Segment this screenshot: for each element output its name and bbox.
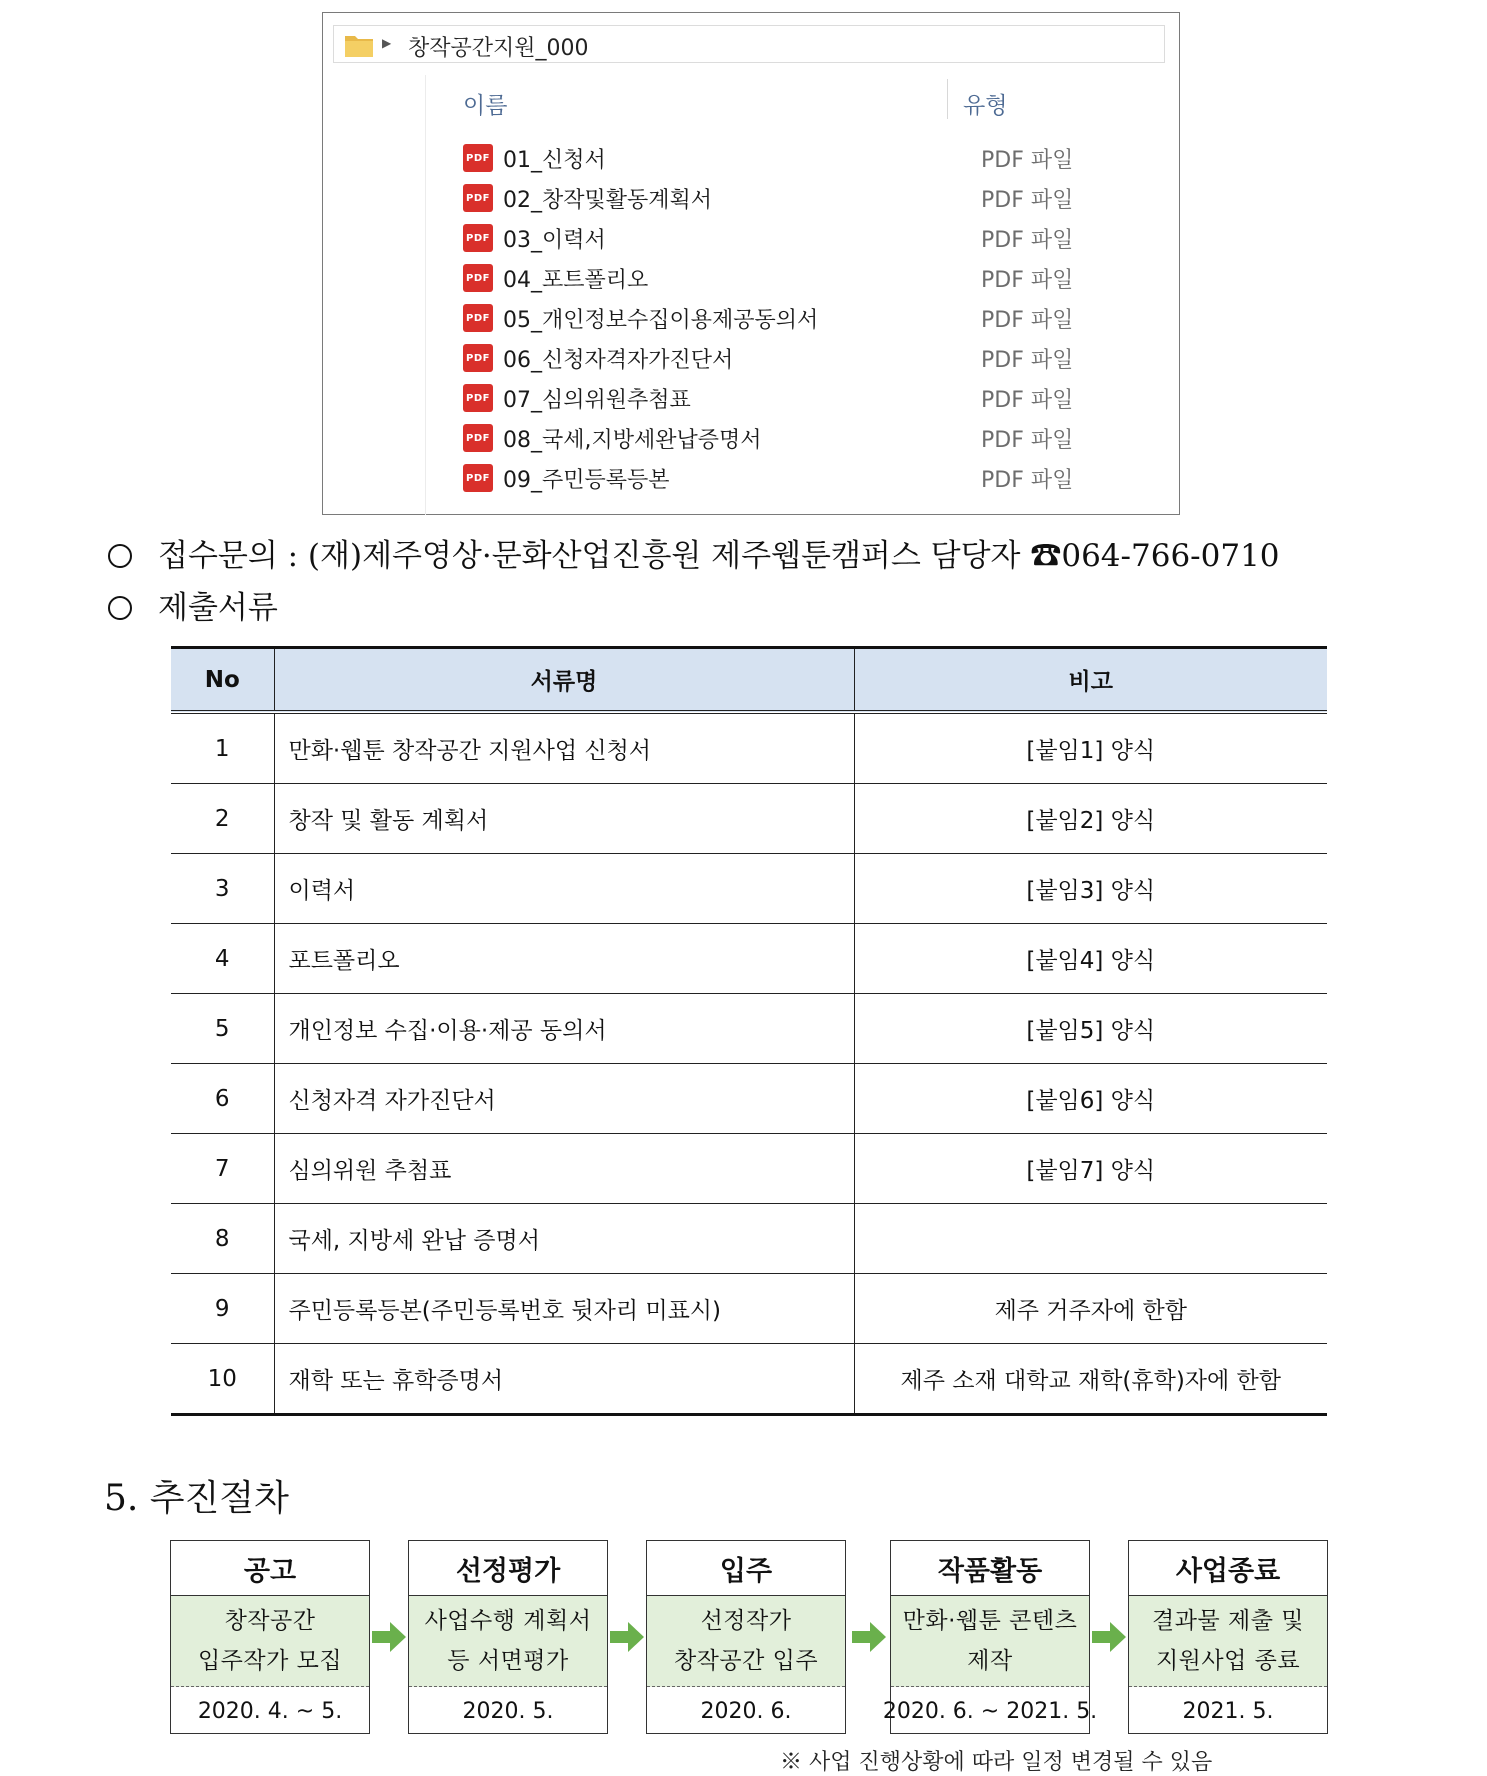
contact-text: 접수문의 : (재)제주영상·문화산업진흥원 제주웹툰캠퍼스 담당자 ☎064-766-0710 xyxy=(158,538,1280,574)
file-row[interactable] xyxy=(463,341,1163,375)
chevron-right-icon[interactable]: ▶ xyxy=(382,36,392,50)
file-type: PDF 파일 xyxy=(981,228,1074,253)
cell-no: 7 xyxy=(171,1134,274,1204)
process-step-move-in xyxy=(646,1540,846,1734)
pdf-icon: PDF xyxy=(463,384,493,412)
step-date: 2020. 6. ~ 2021. 5. xyxy=(882,1698,1098,1724)
cell-no: 9 xyxy=(171,1274,274,1344)
step-description xyxy=(1129,1596,1327,1687)
file-type: PDF 파일 xyxy=(981,348,1074,373)
file-name: 09_주민등록등본 xyxy=(503,468,670,493)
table-row xyxy=(171,1204,1327,1274)
header-name: 서류명 xyxy=(274,648,854,713)
cell-remark: [붙임2] 양식 xyxy=(854,784,1327,854)
cell-remark: [붙임7] 양식 xyxy=(854,1134,1327,1204)
cell-name: 재학 또는 휴학증명서 xyxy=(274,1344,854,1415)
step-line: 지원사업 종료 xyxy=(1155,1648,1301,1674)
table-row xyxy=(171,1134,1327,1204)
column-header-type[interactable]: 유형 xyxy=(963,93,1008,119)
table-row xyxy=(171,712,1327,784)
table-row xyxy=(171,1274,1327,1344)
documents-table xyxy=(171,646,1327,1416)
table-header-row xyxy=(171,648,1327,713)
table-row xyxy=(171,1064,1327,1134)
file-name: 01_신청서 xyxy=(503,148,606,173)
cell-no: 2 xyxy=(171,784,274,854)
cell-name: 개인정보 수집·이용·제공 동의서 xyxy=(274,994,854,1064)
file-name: 05_개인정보수집이용제공동의서 xyxy=(503,308,819,333)
file-explorer-window xyxy=(322,12,1180,515)
cell-no: 1 xyxy=(214,735,230,762)
file-type: PDF 파일 xyxy=(981,468,1074,493)
cell-no: 4 xyxy=(171,924,274,994)
file-name: 03_이력서 xyxy=(503,228,606,253)
file-row[interactable] xyxy=(463,381,1163,415)
pdf-icon: PDF xyxy=(463,304,493,332)
cell-name: 포트폴리오 xyxy=(274,924,854,994)
file-type: PDF 파일 xyxy=(981,428,1074,453)
cell-remark: [붙임6] 양식 xyxy=(854,1064,1327,1134)
folder-path: 창작공간지원_000 xyxy=(408,36,589,61)
step-description xyxy=(647,1596,845,1687)
cell-remark: [붙임3] 양식 xyxy=(854,854,1327,924)
table-row xyxy=(171,854,1327,924)
circle-bullet-icon xyxy=(108,544,132,568)
documents-heading xyxy=(108,582,278,627)
contact-line xyxy=(108,530,1280,575)
cell-remark xyxy=(854,1204,1327,1274)
pane-divider xyxy=(425,75,426,515)
header-no: No xyxy=(171,648,274,713)
step-description xyxy=(891,1596,1089,1687)
column-header-name[interactable]: 이름 xyxy=(463,93,508,119)
file-row[interactable] xyxy=(463,261,1163,295)
folder-icon xyxy=(344,32,374,62)
cell-remark: [붙임4] 양식 xyxy=(854,924,1327,994)
file-row[interactable] xyxy=(463,221,1163,255)
table-row xyxy=(171,784,1327,854)
file-type: PDF 파일 xyxy=(981,188,1074,213)
process-step-evaluation xyxy=(408,1540,608,1734)
step-date: 2021. 5. xyxy=(1182,1698,1274,1724)
file-row[interactable] xyxy=(463,301,1163,335)
step-date: 2020. 5. xyxy=(462,1698,554,1724)
pdf-icon: PDF xyxy=(463,344,493,372)
arrow-right-icon xyxy=(1092,1622,1126,1652)
arrow-right-icon xyxy=(610,1622,644,1652)
file-row[interactable] xyxy=(463,181,1163,215)
cell-no: 10 xyxy=(171,1344,274,1415)
process-step-creation xyxy=(882,1540,1098,1734)
file-type: PDF 파일 xyxy=(981,388,1074,413)
step-title: 작품활동 xyxy=(891,1541,1089,1596)
documents-heading-text: 제출서류 xyxy=(158,590,278,626)
step-line: 창작공간 입주 xyxy=(673,1648,819,1674)
column-separator[interactable] xyxy=(947,79,948,119)
address-bar[interactable] xyxy=(333,25,1165,63)
pdf-icon: PDF xyxy=(463,424,493,452)
cell-name: 신청자격 자가진단서 xyxy=(274,1064,854,1134)
arrow-right-icon xyxy=(372,1622,406,1652)
step-line: 등 서면평가 xyxy=(447,1648,569,1674)
pdf-icon: PDF xyxy=(463,224,493,252)
step-line: 만화·웹툰 콘텐츠 xyxy=(902,1608,1078,1634)
file-type: PDF 파일 xyxy=(981,308,1074,333)
cell-name: 국세, 지방세 완납 증명서 xyxy=(274,1204,854,1274)
step-date: 2020. 4. ~ 5. xyxy=(197,1698,343,1724)
table-row xyxy=(171,924,1327,994)
file-row[interactable] xyxy=(463,141,1163,175)
section-title: 5. 추진절차 xyxy=(104,1478,289,1519)
cell-no: 8 xyxy=(171,1204,274,1274)
cell-name: 창작 및 활동 계획서 xyxy=(274,784,854,854)
process-step-announcement xyxy=(170,1540,370,1734)
cell-remark: [붙임1] 양식 xyxy=(854,712,1327,784)
pdf-icon: PDF xyxy=(463,184,493,212)
table-row xyxy=(171,1344,1327,1415)
file-name: 02_창작및활동계획서 xyxy=(503,188,713,213)
cell-remark: 제주 거주자에 한함 xyxy=(854,1274,1327,1344)
cell-name: 주민등록등본(주민등록번호 뒷자리 미표시) xyxy=(274,1274,854,1344)
file-type: PDF 파일 xyxy=(981,268,1074,293)
cell-no: 6 xyxy=(171,1064,274,1134)
file-name: 08_국세,지방세완납증명서 xyxy=(503,428,762,453)
pdf-icon: PDF xyxy=(463,144,493,172)
step-title: 입주 xyxy=(647,1541,845,1596)
process-step-completion xyxy=(1128,1540,1328,1734)
cell-name: 만화·웹툰 창작공간 지원사업 신청서 xyxy=(274,712,854,784)
file-name: 06_신청자격자가진단서 xyxy=(503,348,734,373)
cell-remark: [붙임5] 양식 xyxy=(854,994,1327,1064)
table-row xyxy=(171,994,1327,1064)
file-name: 07_심의위원추첨표 xyxy=(503,388,691,413)
step-title: 선정평가 xyxy=(409,1541,607,1596)
file-type: PDF 파일 xyxy=(981,148,1074,173)
step-line: 제작 xyxy=(967,1648,1013,1674)
file-name: 04_포트폴리오 xyxy=(503,268,649,293)
file-row[interactable] xyxy=(463,421,1163,455)
file-row[interactable] xyxy=(463,461,1163,495)
step-line: 결과물 제출 및 xyxy=(1152,1608,1304,1634)
step-line: 사업수행 계획서 xyxy=(424,1608,592,1634)
cell-name: 심의위원 추첨표 xyxy=(274,1134,854,1204)
pdf-icon: PDF xyxy=(463,464,493,492)
step-line: 입주작가 모집 xyxy=(197,1648,343,1674)
step-title: 공고 xyxy=(171,1541,369,1596)
pdf-icon: PDF xyxy=(463,264,493,292)
cell-name: 이력서 xyxy=(274,854,854,924)
circle-bullet-icon xyxy=(108,596,132,620)
step-description xyxy=(409,1596,607,1687)
cell-no: 5 xyxy=(171,994,274,1064)
step-line: 창작공간 xyxy=(224,1608,316,1634)
step-line: 선정작가 xyxy=(700,1608,792,1634)
step-title: 사업종료 xyxy=(1129,1541,1327,1596)
arrow-right-icon xyxy=(852,1622,886,1652)
cell-no: 3 xyxy=(171,854,274,924)
schedule-note: ※ 사업 진행상황에 따라 일정 변경될 수 있음 xyxy=(780,1750,1213,1775)
header-remark: 비고 xyxy=(854,648,1327,713)
cell-remark: 제주 소재 대학교 재학(휴학)자에 한함 xyxy=(854,1344,1327,1415)
step-date: 2020. 6. xyxy=(700,1698,792,1724)
step-description xyxy=(171,1596,369,1687)
